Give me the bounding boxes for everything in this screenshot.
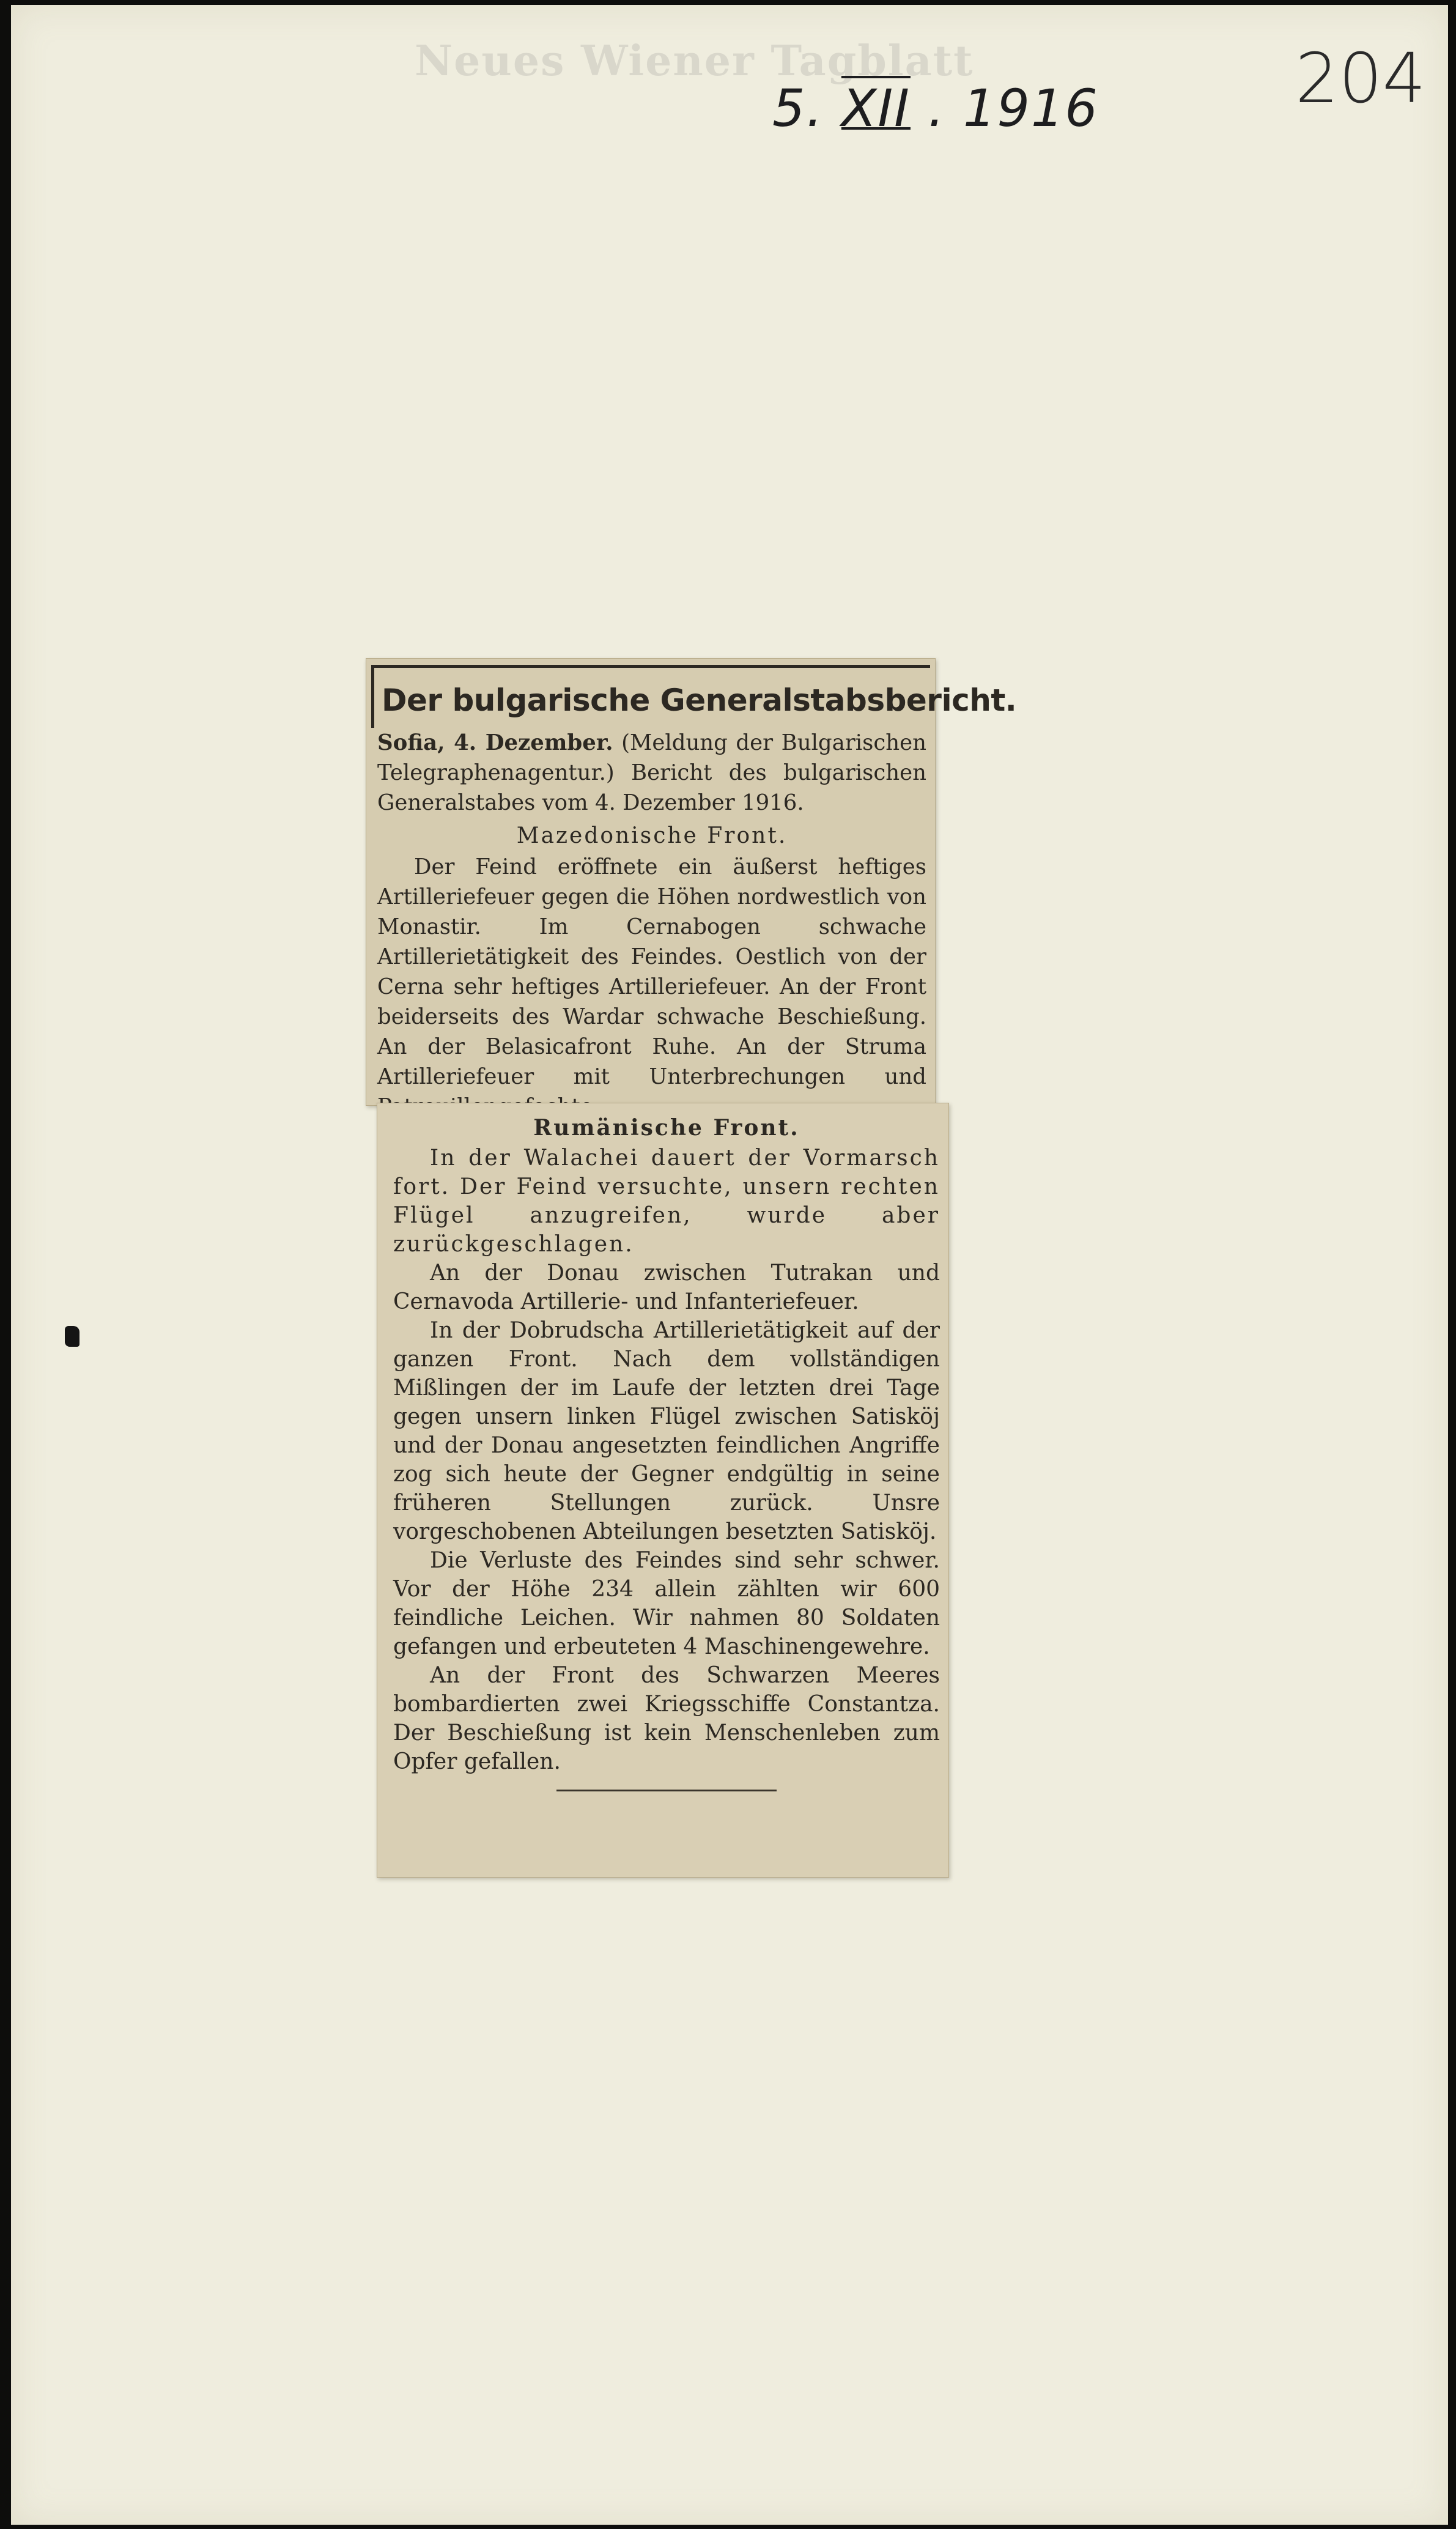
section-paragraph: Die Verluste des Feindes sind sehr schwer. Vor der Höhe 234 allein zählten wir 600 feindliche Leichen. Wir nahmen 80 Soldaten gefangen und erbeuteten 4 Maschinengewehre. <box>393 1548 940 1659</box>
handwritten-date <box>772 78 1099 138</box>
section-paragraph: An der Front des Schwarzen Meeres bombardierten zwei Kriegsschiffe Constantza. Der Beschießung ist kein Menschenleben zum Opfer gefallen. <box>393 1663 940 1774</box>
closing-rule <box>556 1790 777 1791</box>
section-paragraph: In der Dobrudscha Artillerietätigkeit auf der ganzen Front. Nach dem vollständigen Mißlingen der im Laufe der letzten drei Tage gegen unsern linken Flügel zwischen Satisköj und der Donau angesetzten feindlichen Angriffe zog sich heute der Gegner endgültig in seine früheren Stellungen zurück. Unsre vorgeschobenen Abteilungen besetzten Satisköj. <box>393 1318 940 1544</box>
page-number: 204 <box>1295 39 1426 119</box>
archive-page <box>11 5 1448 2525</box>
newspaper-clipping-top <box>366 658 1017 1106</box>
section-paragraph: Der Feind eröffnete ein äußerst heftiges Artilleriefeuer gegen die Höhen nordwestlich von Monastir. Im Cernabogen schwache Artillerietätigkeit des Feindes. Oestlich von der Cerna sehr heftiges Artilleriefeuer. An der Front beiderseits des Wardar schwache Beschießung. An der Belasicafront Ruhe. An der Struma Artilleriefeuer mit Unterbrechungen und <box>377 854 926 1089</box>
article-dateline: Sofia, 4. Dezember. <box>377 730 613 755</box>
section-heading-macedonian-front: Mazedonische Front. <box>516 823 788 848</box>
date-day: 5. <box>772 78 824 138</box>
article-intro-block <box>366 728 935 1122</box>
date-year: . 1916 <box>928 78 1099 138</box>
article-headline: Der bulgarische Generalstabsbericht. <box>371 665 930 728</box>
date-month: XII <box>841 78 911 138</box>
newspaper-clipping-bottom <box>377 1103 949 1878</box>
faded-newspaper-title: Neues Wiener Tagblatt <box>415 37 974 86</box>
section-paragraph: In der Walachei dauert der Vormarsch fort. Der Feind versuchte, unsern rechten Flügel anzugreifen, wurde aber zurückgeschlagen. <box>393 1146 940 1257</box>
section-heading-romanian-front: Rumänische Front. <box>533 1115 800 1141</box>
romanian-front-block <box>377 1112 948 1791</box>
section-paragraph: An der Donau zwischen Tutrakan und Cernavoda Artillerie- und Infanteriefeuer. <box>393 1261 940 1314</box>
hole-punch-mark <box>65 1326 79 1347</box>
article-intro: (Meldung der Bulgarischen Telegraphenagentur.) Bericht des bulgarischen Generalstabes vom 4. Dezember 1916. <box>377 730 926 815</box>
